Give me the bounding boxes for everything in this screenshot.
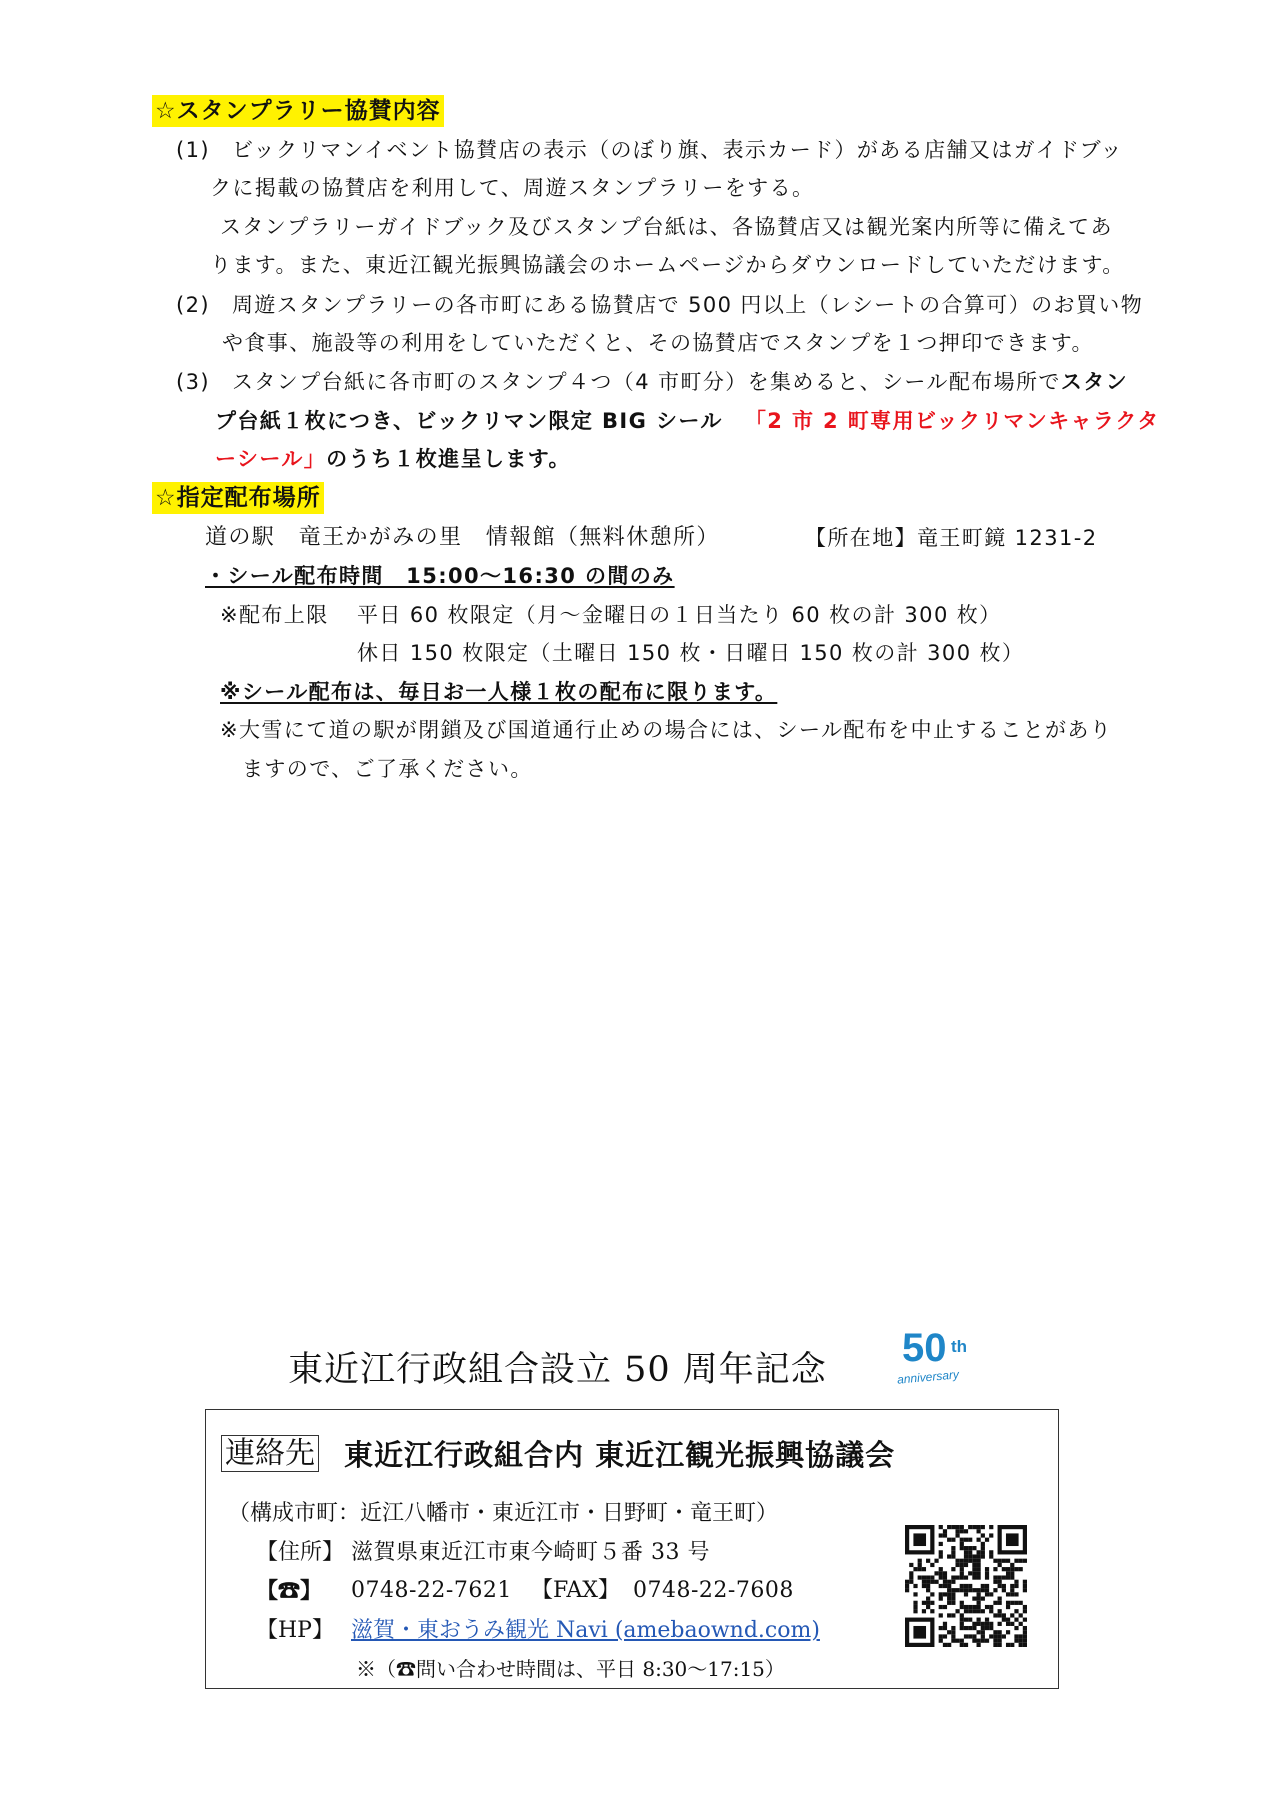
address-value: 滋賀県東近江市東今崎町５番 33 号 — [351, 1540, 710, 1565]
fax-number: 0748-22-7608 — [633, 1578, 794, 1603]
item3-line1-bold: スタン — [1060, 370, 1129, 394]
item1-line3: スタンプラリーガイドブック及びスタンプ台紙は、各協賛店又は観光案内所等に備えてあ — [220, 215, 1113, 239]
limit-holiday: 休日 150 枚限定（土曜日 150 枚・日曜日 150 枚の計 300 枚） — [357, 641, 1025, 665]
contact-box — [205, 1409, 1059, 1689]
item3-line1 — [232, 367, 1128, 397]
item1-line4: ります。また、東近江観光振興協議会のホームページからダウンロードしていただけます。 — [210, 253, 1125, 277]
item3-line2-bold: プ台紙１枚につき、ビックリマン限定 BIG シール — [215, 409, 723, 433]
limit-label: ※配布上限 — [220, 603, 329, 627]
item3-line3 — [215, 444, 571, 474]
contact-label — [221, 1435, 319, 1473]
distribution-time: ・シール配布時間 15:00～16:30 の間のみ — [205, 564, 675, 588]
tel-label: 【☎】 — [256, 1578, 323, 1604]
limit-weekday: 平日 60 枚限定（月～金曜日の１日当たり 60 枚の計 300 枚） — [357, 603, 1002, 627]
item-number-3: (3) — [176, 370, 210, 394]
fax-label: 【FAX】 — [531, 1578, 620, 1603]
tel-number: 0748-22-7621 — [351, 1578, 512, 1603]
item3-line2 — [215, 406, 1160, 436]
anniversary-50th-logo — [895, 1325, 1005, 1395]
logo-number: 50 — [902, 1326, 947, 1370]
note-snow-line2: ますので、ご了承ください。 — [242, 757, 533, 781]
distribution-place: 道の駅 竜王かがみの里 情報館（無料休憩所） — [205, 525, 720, 550]
qr-code[interactable] — [905, 1525, 1027, 1647]
qr-code-graphic — [905, 1525, 1027, 1647]
note-one-per-person: ※シール配布は、毎日お一人様１枚の配布に限ります。 — [220, 680, 778, 704]
logo-suffix: th — [951, 1337, 968, 1356]
item-number-2: (2) — [176, 293, 210, 317]
homepage-link[interactable]: 滋賀・東おうみ観光 Navi (amebaownd.com) — [351, 1618, 820, 1643]
note-snow-line1: ※大雪にて道の駅が閉鎖及び国道通行止めの場合には、シール配布を中止することがあり — [220, 718, 1113, 742]
hp-label: 【HP】 — [256, 1618, 334, 1643]
item1-line2: クに掲載の協賛店を利用して、周遊スタンプラリーをする。 — [210, 176, 815, 200]
member-municipalities: （構成市町：近江八幡市・東近江市・日野町・竜王町） — [228, 1501, 779, 1526]
item2-line2: や食事、施設等の利用をしていただくと、その協賛店でスタンプを１つ押印できます。 — [222, 331, 1094, 355]
item-number-1: (1) — [176, 138, 210, 162]
logo-sub: anniversary — [896, 1367, 960, 1387]
item2-line1: 周遊スタンプラリーの各市町にある協賛店で 500 円以上（レシートの合算可）のお買い物 — [232, 293, 1144, 317]
item3-line3-red: ーシール」 — [215, 447, 327, 471]
inquiry-hours: ※（☎問い合わせ時間は、平日 8:30～17:15） — [356, 1657, 785, 1681]
item1-line1: ビックリマンイベント協賛店の表示（のぼり旗、表示カード）がある店舗又はガイドブッ — [232, 138, 1123, 162]
item3-line3-bold: のうち１枚進呈します。 — [326, 447, 571, 471]
anniversary-title: 東近江行政組合設立 50 周年記念 — [288, 1350, 827, 1390]
contact-label-text: 連絡先 — [221, 1435, 319, 1472]
organization-name: 東近江行政組合内 東近江観光振興協議会 — [344, 1438, 896, 1472]
section-heading-distribution-place: ☆指定配布場所 — [152, 482, 324, 514]
distribution-address: 【所在地】竜王町鏡 1231-2 — [805, 526, 1098, 550]
item3-line1-normal: スタンプ台紙に各市町のスタンプ４つ（4 市町分）を集めると、シール配布場所で — [232, 370, 1061, 394]
section-heading-stamp-rally: ☆スタンプラリー協賛内容 — [152, 95, 444, 127]
address-label: 【住所】 — [256, 1540, 345, 1565]
item3-line2-red: 「2 市 2 町専用ビックリマンキャラクタ — [744, 409, 1160, 433]
